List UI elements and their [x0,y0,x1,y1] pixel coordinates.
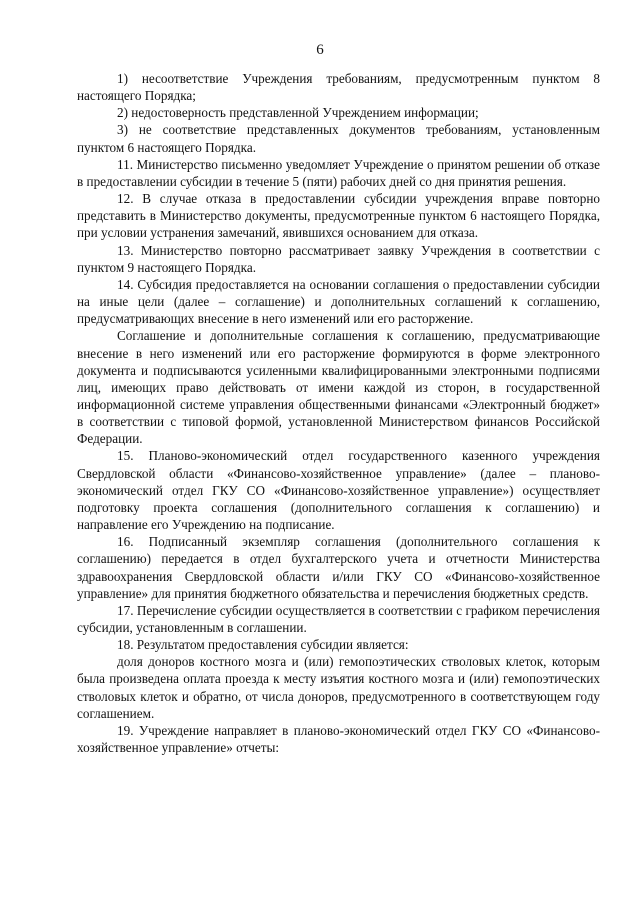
paragraph-clause-17: 17. Перечисление субсидии осуществляется в соответствии с графиком перечисления субсидии, установленным в соглашении. [77,602,600,635]
paragraph-clause-14: 14. Субсидия предоставляется на основании соглашения о предоставлении субсидии на иные цели (далее – соглашение) и дополнительных соглашений к соглашению, предусматривающих внесение в него изменений или его расторжение. [77,276,600,327]
page-number: 6 [316,42,324,58]
paragraph-clause-16: 16. Подписанный экземпляр соглашения (дополнительного соглашения к соглашению) передается в отдел бухгалтерского учета и отчетности Министерства здравоохранения Свердловской области и/или ГКУ СО «Финансово-хозяйственное управление» для принятия бюджетного обязательства и перечисления бюджетных средств. [77,534,600,601]
paragraph-clause-19: 19. Учреждение направляет в планово-экономический отдел ГКУ СО «Финансово-хозяйственное управление» отчеты: [77,722,600,756]
paragraph-list-item-1: 1) несоответствие Учреждения требованиям, предусмотренным пунктом 8 настоящего Порядка; [77,71,600,104]
paragraph-clause-11: 11. Министерство письменно уведомляет Учреждение о принятом решении об отказе в предоставлении субсидии в течение 5 (пяти) рабочих дней со дня принятия решения. [77,156,600,189]
paragraph-clause-18-result: доля доноров костного мозга и (или) гемопоэтических стволовых клеток, которым была произведена оплата проезда к месту изъятия костного мозга и (или) гемопоэтических стволовых клеток и обратно, от числа доноров, предусмотренного в соответствующем году соглашением. [77,654,600,721]
paragraph-list-item-3: 3) не соответствие представленных документов требованиям, установленным пунктом 6 настоящего Порядка. [77,122,600,155]
paragraph-list-item-2: 2) недостоверность представленной Учреждением информации; [117,105,479,121]
paragraph-clause-14-agreement: Соглашение и дополнительные соглашения к соглашению, предусматривающие внесение в него изменений или его расторжение формируются в форме электронного документа и подписываются усиленными квалифицированными электронными подписями лиц, имеющих право действовать от имени каждой из сторон, в государственной информационной системе управления общественными финансами «Электронный бюджет» в соответствии с типовой формой, установленной Министерством финансов Российской Федерации. [77,328,600,447]
paragraph-clause-13: 13. Министерство повторно рассматривает заявку Учреждения в соответствии с пунктом 9 настоящего Порядка. [77,242,600,275]
paragraph-clause-18: 18. Результатом предоставления субсидии является: [117,637,409,653]
document-body [77,70,600,756]
paragraph-clause-15: 15. Планово-экономический отдел государственного казенного учреждения Свердловской области «Финансово-хозяйственное управление» (далее – планово-экономический отдел ГКУ СО «Финансово-хозяйственное управление») осуществляет подготовку проекта соглашения (дополнительного соглашения к соглашению) и направление его Учреждению на подписание. [77,448,600,533]
paragraph-clause-12: 12. В случае отказа в предоставлении субсидии учреждения вправе повторно представить в Министерство документы, предусмотренные пунктом 6 настоящего Порядка, при условии устранения замечаний, явившихся основанием для отказа. [77,191,600,241]
